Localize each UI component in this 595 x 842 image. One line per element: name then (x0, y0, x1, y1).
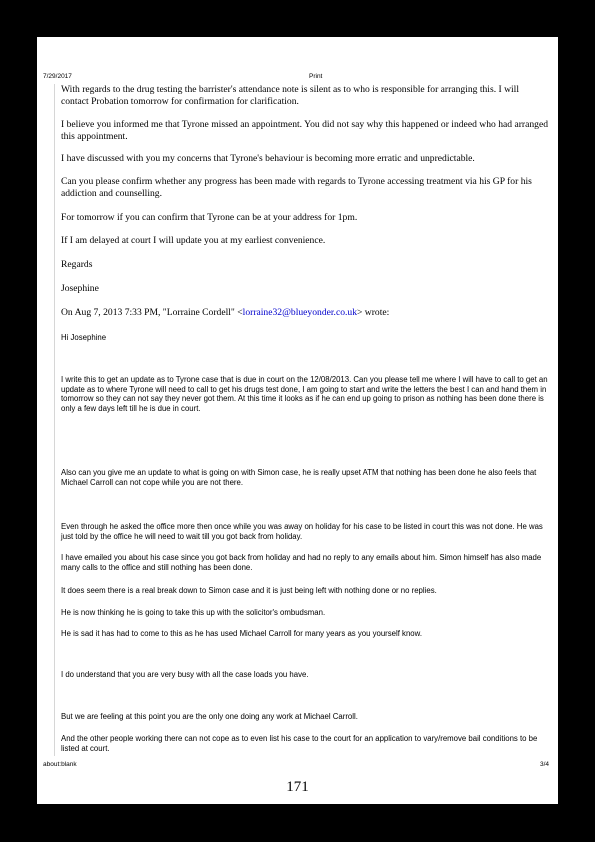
original-paragraph: He is now thinking he is going to take this up with the solicitor's ombudsman. (61, 608, 326, 617)
reply-paragraph: I have discussed with you my concerns that Tyrone's behaviour is becoming more erratic and unpredictable. (61, 153, 475, 164)
document-page (37, 37, 558, 804)
reply-signature: Josephine (61, 283, 99, 294)
email-quote-block (54, 84, 550, 756)
print-date: 7/29/2017 (43, 73, 72, 80)
original-paragraph: And the other people working there can not cope as to even list his case to the court for an application to vary/remove bail conditions to be listed at court. (61, 734, 538, 753)
original-paragraph: I write this to get an update as to Tyrone case that is due in court on the 12/08/2013. Can you please tell me where I will have to call to get an update as to where Tyrone will need to call to get his drugs test done, I am going to start and write the letters the best I can and hand them in tomorrow so they can not say they never got them. At this time it looks as if he can end up going to prison as nothing has been done there is only a few days left till he is due in court. (61, 375, 548, 413)
print-url: about:blank (43, 761, 77, 768)
page-number: 171 (286, 779, 309, 795)
original-paragraph: It does seem there is a real break down to Simon case and it is just being left with nothing done or no replies. (61, 586, 437, 595)
reply-paragraph: With regards to the drug testing the barrister's attendance note is silent as to who is responsible for arranging this. I will contact Probation tomorrow for confirmation for clarification. (61, 84, 520, 107)
reply-paragraph: For tomorrow if you can confirm that Tyrone can be at your address for 1pm. (61, 212, 358, 223)
original-greeting: Hi Josephine (61, 333, 107, 342)
original-paragraph: But we are feeling at this point you are the only one doing any work at Michael Carroll. (61, 712, 358, 721)
print-title: Print (309, 73, 323, 80)
original-paragraph: Even through he asked the office more then once while you was away on holiday for his case to be listed in court this was not done. He was just told by the office he will need to wait till you got back from holiday. (61, 522, 543, 541)
reply-paragraph: Can you please confirm whether any progress has been made with regards to Tyrone accessing treatment via his GP for his addiction and counselling. (61, 176, 532, 199)
print-page-count: 3/4 (539, 761, 549, 768)
quote-prefix: On Aug 7, 2013 7:33 PM, "Lorraine Cordell" < (61, 307, 243, 318)
original-paragraph: Also can you give me an update to what is going on with Simon case, he is really upset ATM that nothing has been done he also feels that Michael Carroll can not cope while you are not there. (61, 468, 537, 487)
original-paragraph: I have emailed you about his case since you got back from holiday and had no reply to any emails about him. Simon himself has also made many calls to the office and still nothing has been done. (61, 553, 542, 572)
sender-email-link[interactable]: lorraine32@blueyonder.co.uk (242, 307, 357, 318)
reply-closing: Regards (61, 259, 93, 270)
reply-paragraph: If I am delayed at court I will update you at my earliest convenience. (61, 235, 326, 246)
quote-suffix: > wrote: (357, 307, 390, 318)
original-paragraph: I do understand that you are very busy with all the case loads you have. (61, 670, 309, 679)
original-paragraph: He is sad it has had to come to this as he has used Michael Carroll for many years as you yourself know. (61, 629, 422, 638)
reply-paragraph: I believe you informed me that Tyrone missed an appointment. You did not say why this happened or indeed who had arranged this appointment. (61, 119, 548, 142)
quote-attribution (61, 307, 549, 319)
